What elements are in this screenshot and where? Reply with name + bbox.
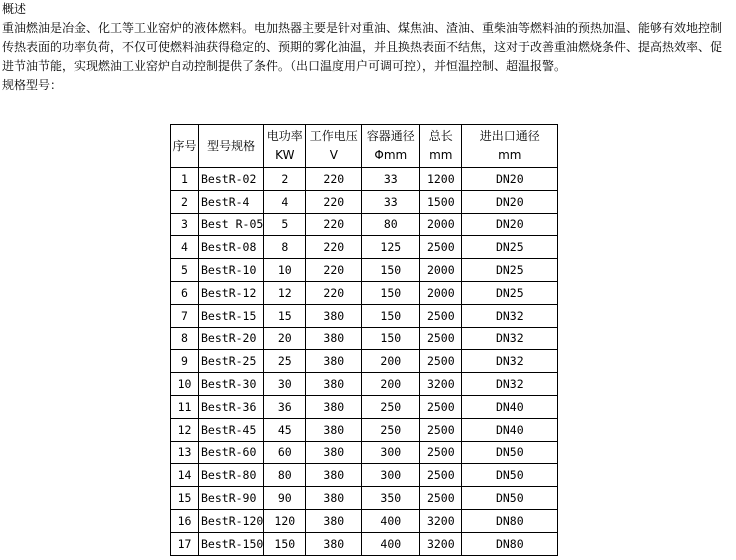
- cell-length: 1500: [420, 190, 462, 213]
- header-label: 型号规格: [207, 138, 256, 153]
- cell-diameter: 150: [362, 304, 420, 327]
- cell-length: 2500: [420, 304, 462, 327]
- table-row: [171, 418, 558, 441]
- table-row: [171, 464, 558, 487]
- cell-model: BestR-45: [199, 418, 264, 441]
- table-header-row: [171, 125, 558, 168]
- cell-model: BestR-10: [199, 259, 264, 282]
- table-row: [171, 487, 558, 510]
- cell-index: 6: [171, 281, 199, 304]
- table-row: [171, 168, 558, 191]
- table-row: [171, 509, 558, 532]
- cell-model: BestR-80: [199, 464, 264, 487]
- cell-port: DN80: [462, 532, 558, 555]
- cell-port: DN32: [462, 350, 558, 373]
- table-row: [171, 259, 558, 282]
- cell-model: BestR-02: [199, 168, 264, 191]
- cell-diameter: 350: [362, 487, 420, 510]
- cell-model: BestR-08: [199, 236, 264, 259]
- cell-diameter: 150: [362, 281, 420, 304]
- cell-power: 30: [264, 373, 306, 396]
- cell-diameter: 400: [362, 532, 420, 555]
- cell-port: DN25: [462, 259, 558, 282]
- cell-length: 2500: [420, 350, 462, 373]
- cell-diameter: 300: [362, 464, 420, 487]
- cell-length: 2000: [420, 259, 462, 282]
- cell-diameter: 200: [362, 373, 420, 396]
- col-index-header: [171, 125, 199, 168]
- cell-model: BestR-36: [199, 395, 264, 418]
- cell-length: 2500: [420, 327, 462, 350]
- header-unit: Φmm: [374, 148, 408, 162]
- cell-length: 2000: [420, 213, 462, 236]
- cell-index: 3: [171, 213, 199, 236]
- cell-power: 150: [264, 532, 306, 555]
- intro-section: [2, 0, 732, 95]
- table-row: [171, 236, 558, 259]
- cell-voltage: 380: [306, 304, 362, 327]
- cell-port: DN32: [462, 373, 558, 396]
- cell-voltage: 380: [306, 441, 362, 464]
- cell-voltage: 380: [306, 327, 362, 350]
- cell-port: DN25: [462, 281, 558, 304]
- cell-voltage: 380: [306, 350, 362, 373]
- cell-diameter: 200: [362, 350, 420, 373]
- cell-diameter: 300: [362, 441, 420, 464]
- cell-model: BestR-4: [199, 190, 264, 213]
- cell-voltage: 380: [306, 395, 362, 418]
- cell-port: DN32: [462, 304, 558, 327]
- cell-diameter: 400: [362, 509, 420, 532]
- cell-diameter: 125: [362, 236, 420, 259]
- cell-power: 10: [264, 259, 306, 282]
- cell-diameter: 150: [362, 327, 420, 350]
- cell-model: Best R-05: [199, 213, 264, 236]
- cell-port: DN20: [462, 168, 558, 191]
- cell-model: BestR-120: [199, 509, 264, 532]
- cell-length: 3200: [420, 509, 462, 532]
- cell-length: 2000: [420, 281, 462, 304]
- cell-index: 2: [171, 190, 199, 213]
- cell-voltage: 380: [306, 464, 362, 487]
- header-label: 工作电压: [309, 129, 358, 143]
- cell-index: 7: [171, 304, 199, 327]
- cell-length: 2500: [420, 236, 462, 259]
- cell-port: DN20: [462, 213, 558, 236]
- cell-voltage: 380: [306, 509, 362, 532]
- intro-paragraph: 重油燃油是冶金、化工等工业窑炉的液体燃料。电加热器主要是针对重油、煤焦油、渣油、重柴油等燃料油的预热加温、能够有效地控制传热表面的功率负荷，不仅可使燃料油获得稳定的、预期的雾化油温，并且换热表面不结焦，这对于改善重油燃烧条件、提高热效率、促进节油节能，实现燃油工业窑炉自动控制提供了条件。（出口温度用户可调可控），并恒温控制、超温报警。: [2, 21, 723, 73]
- cell-power: 5: [264, 213, 306, 236]
- cell-index: 12: [171, 418, 199, 441]
- cell-model: BestR-20: [199, 327, 264, 350]
- intro-heading: 概述: [2, 2, 27, 16]
- table-row: [171, 373, 558, 396]
- col-port-header: [462, 125, 558, 168]
- cell-power: 36: [264, 395, 306, 418]
- table-row: [171, 350, 558, 373]
- table-row: [171, 327, 558, 350]
- cell-port: DN20: [462, 190, 558, 213]
- cell-model: BestR-30: [199, 373, 264, 396]
- cell-diameter: 250: [362, 395, 420, 418]
- table-row: [171, 441, 558, 464]
- cell-power: 25: [264, 350, 306, 373]
- cell-index: 16: [171, 509, 199, 532]
- header-label: 序号: [172, 138, 197, 153]
- cell-index: 15: [171, 487, 199, 510]
- cell-index: 5: [171, 259, 199, 282]
- cell-port: DN40: [462, 395, 558, 418]
- table-row: [171, 532, 558, 555]
- cell-length: 2500: [420, 395, 462, 418]
- table-body: [171, 168, 558, 556]
- table-row: [171, 304, 558, 327]
- cell-model: BestR-12: [199, 281, 264, 304]
- header-unit: KW: [275, 148, 295, 162]
- cell-length: 2500: [420, 441, 462, 464]
- cell-voltage: 220: [306, 168, 362, 191]
- cell-power: 4: [264, 190, 306, 213]
- cell-power: 20: [264, 327, 306, 350]
- header-unit: mm: [429, 148, 453, 162]
- cell-length: 3200: [420, 532, 462, 555]
- table-row: [171, 190, 558, 213]
- cell-power: 45: [264, 418, 306, 441]
- cell-port: DN50: [462, 464, 558, 487]
- cell-index: 10: [171, 373, 199, 396]
- header-label: 进出口通径: [479, 129, 540, 143]
- header-label: 电功率: [266, 129, 303, 143]
- col-diameter-header: [362, 125, 420, 168]
- cell-power: 8: [264, 236, 306, 259]
- cell-diameter: 33: [362, 168, 420, 191]
- cell-power: 60: [264, 441, 306, 464]
- cell-voltage: 380: [306, 487, 362, 510]
- cell-index: 17: [171, 532, 199, 555]
- header-label: 总长: [428, 129, 453, 143]
- table-row: [171, 395, 558, 418]
- cell-voltage: 380: [306, 418, 362, 441]
- header-unit: mm: [498, 148, 522, 162]
- header-unit: V: [329, 148, 338, 162]
- cell-power: 12: [264, 281, 306, 304]
- cell-voltage: 220: [306, 259, 362, 282]
- cell-voltage: 380: [306, 532, 362, 555]
- cell-voltage: 220: [306, 190, 362, 213]
- cell-power: 15: [264, 304, 306, 327]
- header-label: 容器通径: [366, 129, 415, 143]
- cell-power: 80: [264, 464, 306, 487]
- spec-table: [170, 124, 558, 556]
- cell-power: 120: [264, 509, 306, 532]
- cell-model: BestR-150: [199, 532, 264, 555]
- cell-diameter: 150: [362, 259, 420, 282]
- col-length-header: [420, 125, 462, 168]
- cell-port: DN50: [462, 441, 558, 464]
- cell-model: BestR-90: [199, 487, 264, 510]
- col-model-header: [199, 125, 264, 168]
- spec-label: 规格型号：: [2, 78, 63, 92]
- cell-voltage: 220: [306, 213, 362, 236]
- cell-port: DN25: [462, 236, 558, 259]
- cell-voltage: 220: [306, 281, 362, 304]
- cell-index: 11: [171, 395, 199, 418]
- cell-index: 8: [171, 327, 199, 350]
- cell-index: 4: [171, 236, 199, 259]
- cell-model: BestR-60: [199, 441, 264, 464]
- cell-port: DN32: [462, 327, 558, 350]
- cell-power: 90: [264, 487, 306, 510]
- cell-index: 1: [171, 168, 199, 191]
- cell-length: 1200: [420, 168, 462, 191]
- col-voltage-header: [306, 125, 362, 168]
- cell-diameter: 80: [362, 213, 420, 236]
- col-power-header: [264, 125, 306, 168]
- cell-port: DN50: [462, 487, 558, 510]
- table-row: [171, 213, 558, 236]
- cell-index: 14: [171, 464, 199, 487]
- cell-model: BestR-25: [199, 350, 264, 373]
- cell-length: 2500: [420, 487, 462, 510]
- cell-power: 2: [264, 168, 306, 191]
- cell-length: 2500: [420, 464, 462, 487]
- cell-diameter: 33: [362, 190, 420, 213]
- cell-voltage: 220: [306, 236, 362, 259]
- cell-index: 9: [171, 350, 199, 373]
- cell-port: DN40: [462, 418, 558, 441]
- cell-diameter: 250: [362, 418, 420, 441]
- cell-port: DN80: [462, 509, 558, 532]
- cell-model: BestR-15: [199, 304, 264, 327]
- cell-length: 3200: [420, 373, 462, 396]
- cell-voltage: 380: [306, 373, 362, 396]
- cell-length: 2500: [420, 418, 462, 441]
- cell-index: 13: [171, 441, 199, 464]
- table-row: [171, 281, 558, 304]
